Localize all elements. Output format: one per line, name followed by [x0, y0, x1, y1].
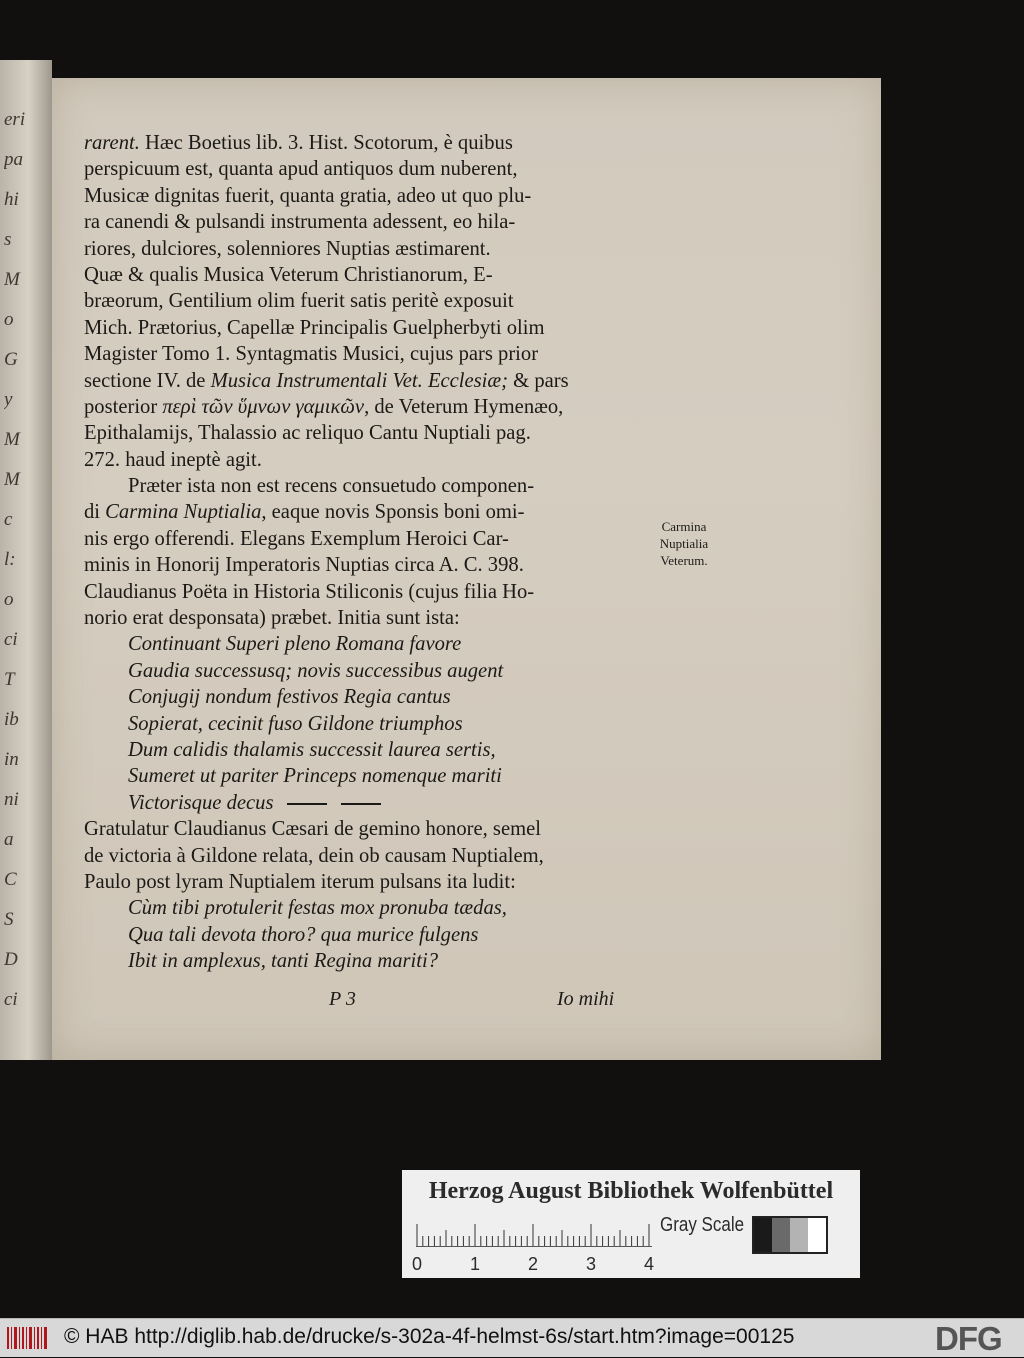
text-line [84, 447, 649, 473]
text-line [84, 869, 649, 895]
adjacent-page-fragment: o [4, 590, 14, 609]
adjacent-page-fragment: S [4, 910, 14, 929]
ruler-number: 4 [644, 1254, 655, 1274]
marginal-note-line: Veterum. [660, 553, 708, 568]
text-run: Dum calidis thalamis successit laurea sertis, [128, 738, 496, 761]
adjacent-page-fragment: M [4, 270, 20, 289]
text-line [84, 526, 649, 552]
text-run: Præter ista non est recens consuetudo componen- [128, 475, 535, 498]
adjacent-page-fragment: C [4, 870, 17, 889]
verse-line [84, 790, 649, 816]
gray-swatches [752, 1216, 828, 1254]
text-run: Conjugij nondum festivos Regia cantus [128, 686, 451, 709]
text-run: nis ergo offerendi. Elegans Exemplum Heroici Car- [84, 527, 509, 550]
permalink-text[interactable]: © HAB http://diglib.hab.de/drucke/s-302a-4f-helmst-6s/start.htm?image=00125 [64, 1325, 795, 1348]
text-run: Qua tali devota thoro? qua murice fulgens [128, 923, 479, 946]
adjacent-page-fragment: ni [4, 790, 19, 809]
text-line [84, 341, 649, 367]
ruler-number: 0 [412, 1254, 423, 1274]
gray-scale-label: Gray Scale [660, 1214, 745, 1236]
adjacent-page-fragment: l: [4, 550, 16, 569]
text-run: ra canendi & pulsandi instrumenta adessent, eo hila- [84, 211, 516, 234]
library-name: Herzog August Bibliothek Wolfenbüttel [428, 1178, 834, 1204]
text-line [84, 315, 649, 341]
ruler-number: 2 [528, 1254, 539, 1274]
text-line [84, 209, 649, 235]
catchword: Io mihi [557, 988, 615, 1010]
text-run: , eaque novis Sponsis boni omi- [261, 501, 525, 524]
adjacent-page-fragment: M [4, 430, 20, 449]
text-line [84, 262, 649, 288]
ruler-number: 3 [586, 1254, 597, 1274]
text-run: Musicæ dignitas fuerit, quanta gratia, adeo ut quo plu- [84, 184, 532, 207]
gray-swatch [808, 1218, 826, 1252]
dash-rule [341, 803, 381, 805]
adjacent-page-fragment: o [4, 310, 14, 329]
verse-line [84, 948, 649, 974]
text-line [84, 420, 649, 446]
text-run: Quæ & qualis Musica Veterum Christianorum, E- [84, 263, 493, 286]
verse-line [84, 737, 649, 763]
text-run: sectione IV. de [84, 369, 211, 392]
text-run: περὶ τῶν ὕμνων γαμικῶν [162, 395, 365, 418]
text-line [84, 605, 649, 631]
text-line [84, 499, 649, 525]
gray-swatch [790, 1218, 808, 1252]
adjacent-page-fragment: in [4, 750, 19, 769]
text-run: Gratulatur Claudianus Cæsari de gemino honore, semel [84, 818, 541, 841]
verse-line [84, 684, 649, 710]
text-run: perspicuum est, quanta apud antiquos dum nuberent, [84, 158, 518, 181]
signature-mark: P 3 [329, 988, 356, 1010]
marginal-note [644, 518, 724, 569]
text-run: Hæc Boetius lib. 3. Hist. Scotorum, è quibus [139, 132, 513, 154]
text-run: Carmina Nuptialia [105, 501, 262, 524]
marginal-note-line: Carmina [661, 519, 707, 534]
adjacent-page-fragment: y [4, 390, 13, 409]
adjacent-page-fragment: ci [4, 630, 18, 649]
text-run: Claudianus Poëta in Historia Stiliconis (cujus filia Ho- [84, 580, 535, 603]
adjacent-page-fragment: hi [4, 190, 19, 209]
gray-swatch [772, 1218, 790, 1252]
text-run: , de Veterum Hymenæo, [364, 395, 564, 418]
ruler [416, 1216, 652, 1247]
text-line [84, 552, 649, 578]
text-run: Continuant Superi pleno Romana favore [128, 633, 462, 656]
color-scale-card [402, 1170, 860, 1278]
text-run: Paulo post lyram Nuptialem iterum pulsans ita ludit: [84, 870, 516, 893]
book-page [52, 78, 881, 1060]
adjacent-page-fragment: pa [4, 150, 23, 169]
text-run: Ibit in amplexus, tanti Regina mariti? [128, 950, 439, 973]
text-run: minis in Honorij Imperatoris Nuptias circa A. C. 398. [84, 554, 524, 577]
adjacent-page-fragment: ib [4, 710, 19, 729]
verse-line [84, 895, 649, 921]
adjacent-page-fragment: c [4, 510, 13, 529]
verse-line [84, 922, 649, 948]
text-run: di [84, 501, 106, 524]
adjacent-page-edge [0, 60, 52, 1060]
text-run: bræorum, Gentilium olim fuerit satis peritè exposuit [84, 290, 514, 313]
dfg-logo: DFG [935, 1320, 1002, 1357]
hab-logo-icon [6, 1325, 48, 1351]
dash-rule [287, 803, 327, 805]
text-line [84, 288, 649, 314]
page-body-text [84, 130, 649, 975]
verse-line [84, 763, 649, 789]
text-run: norio erat desponsata) præbet. Initia sunt ista: [84, 607, 460, 630]
text-run: de victoria à Gildone relata, dein ob causam Nuptialem, [84, 844, 544, 867]
text-run: Musica Instrumentali Vet. Ecclesiæ; [210, 369, 508, 392]
adjacent-page-fragment: s [4, 230, 12, 249]
adjacent-page-fragment: G [4, 350, 18, 369]
text-line [84, 579, 649, 605]
text-run: posterior [84, 395, 163, 418]
text-run: Cùm tibi protulerit festas mox pronuba tædas, [128, 897, 507, 920]
verse-line [84, 631, 649, 657]
text-run: Sumeret ut pariter Princeps nomenque mariti [128, 765, 502, 788]
ruler-numbers [410, 1254, 660, 1276]
verse-line [84, 658, 649, 684]
text-run: Magister Tomo 1. Syntagmatis Musici, cujus pars prior [84, 343, 539, 366]
text-run: riores, dulciores, solenniores Nuptias æstimarent. [84, 237, 491, 260]
text-line [84, 816, 649, 842]
text-run: Sopierat, cecinit fuso Gildone triumphos [128, 712, 463, 735]
adjacent-page-fragment: a [4, 830, 14, 849]
text-line [84, 368, 649, 394]
text-line [84, 156, 649, 182]
text-run: Epithalamijs, Thalassio ac reliquo Cantu Nuptiali pag. [84, 422, 531, 445]
text-run: 272. haud ineptè agit. [84, 448, 262, 471]
text-line [84, 130, 649, 156]
text-line [84, 843, 649, 869]
verse-line [84, 711, 649, 737]
text-run: Mich. Prætorius, Capellæ Principalis Guelpherbyti olim [84, 316, 545, 339]
ruler-number: 1 [470, 1254, 481, 1274]
adjacent-page-fragment: ci [4, 990, 18, 1009]
text-line [84, 473, 649, 499]
adjacent-page-fragment: T [4, 670, 15, 689]
viewer-footer [0, 1318, 1024, 1357]
text-line [84, 394, 649, 420]
text-run: Victorisque decus [128, 791, 274, 814]
text-run: Gaudia successusq; novis successibus augent [128, 659, 504, 682]
text-line [84, 236, 649, 262]
text-run: rarent. [84, 132, 140, 154]
adjacent-page-fragment: eri [4, 110, 26, 129]
adjacent-page-fragment: M [4, 470, 20, 489]
gray-swatch [754, 1218, 772, 1252]
text-run: & pars [508, 369, 569, 392]
adjacent-page-fragment: D [4, 950, 18, 969]
marginal-note-line: Nuptialia [659, 536, 709, 551]
text-line [84, 183, 649, 209]
